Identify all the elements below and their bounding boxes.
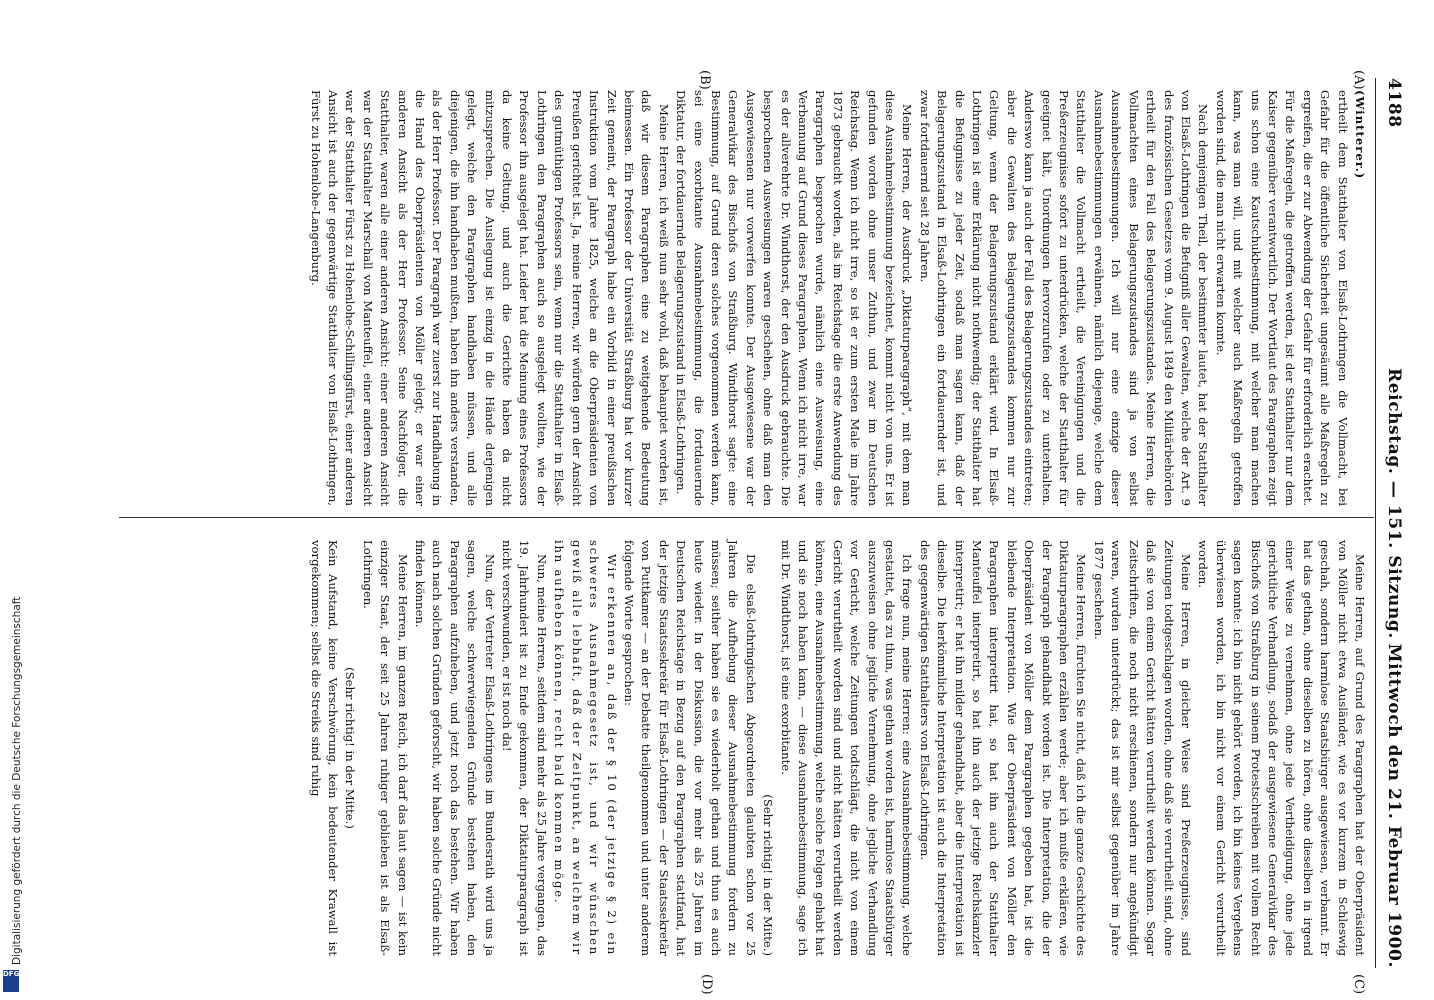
paragraph: Nun, der Vertreter Elsaß-Lothringens im Bundesrath wird uns ja sagen, welche schwerwiegenden Gründe bestehen haben, den Paragraphen aufzuheben, und jetzt noch das bestehen. Wir haben auch nach solchen Gründen geforscht, wir haben solche Gründe nicht finden können.	[413, 540, 497, 956]
column-divider	[119, 517, 1374, 518]
paragraph: Meine Herren, in gleicher Weise sind Preßerzeugnisse, sind Zeitungen todtgeschlagen worden, ohne daß sie verurtheilt sind, ohne daß sie von einem Gericht hätten verurtheilt werden können. Sogar Zeitschriften, die noch nicht erschienen, sondern nur angekündigt waren, wurden unterdrückt; das ist mir selbst gegenüber im Jahre 1877 geschehen.	[1091, 540, 1193, 956]
left-text-column	[306, 90, 1368, 506]
paragraph: Nach demjenigen Theil, der bestimmter lautet, hat der Statthalter von Elsaß-Lothringen die Befugniß aller Gewalten, welche der Art. 9 des französischen Gesetzes vom 9. August 1849 den Militärbehörden ertheilt für den Fall des Belagerungszustandes. Meine Herren, die Vollmachten eines Belagerungszustandes sind ja von selbst Ausnahmebestimmungen. Ich will nur eine einzige dieser Ausnahmebestimmungen erwähnen, nämlich diejenige, welche dem Statthalter die Vollmacht ertheilt, die Vereinigungen und die Preßerzeugnisse sofort zu unterdrücken, welche der Statthalter für geeignet hält, Unordnungen hervorzurufen oder zu unterhalten. Anderswo kann ja auch der Fall des Belagerungszustandes eintreten; aber die Gewalten des Belagerungszustandes kommen nur zur Geltung, wenn der Belagerungszustand erklärt wird. In Elsaß-Lothringen ist eine Erklärung nicht nothwendig; der Statthalter hat die Befugnisse zu jeder Zeit, sodaß man sagen kann, daß der Belagerungszustand in Elsaß-Lothringen ein fortdauernder ist, und zwar fortdauernd seit 28 Jahren.	[917, 90, 1211, 506]
right-text-column	[306, 540, 1368, 956]
paragraph: Meine Herren, fürchten Sie nicht, daß ich die ganze Geschichte des Diktaturparagraphen erzählen werde; aber ich mußte erklären, wie der Paragraph gehandhabt worden ist. Die Interpretation, die der Oberpräsident von Möller dem Paragraphen gegeben hat, ist die bleibende Interpretation. Wie der Oberpräsident von Möller den Paragraphen interpretirt hat, so hat ihn auch der Statthalter Manteuffel interpretirt, so hat ihn auch der jetzige Reichskanzler interpretirt; er hat ihn milder gehandhabt, aber die Interpretation ist dieselbe. Die herkömmliche Interpretation ist auch die Interpretation des gegenwärtigen Statthalters von Elsaß-Lothringen.	[917, 540, 1089, 956]
session-title: Reichstag. — 151. Sitzung.	[1384, 368, 1404, 639]
quotation: Wir erkennen an, daß der § 10 (der jetzige § 2) ein schweres Ausnahmegesetz ist, und wir wünschen gewiß alle lebhaft, daß der Zeitpunkt, an welchem wir ihn aufheben können, recht bald kommen möge.	[552, 540, 619, 956]
interjection: (Sehr richtig! in der Mitte.)	[343, 667, 358, 829]
session-date: Mittwoch den 21. Februar 1900.	[1384, 643, 1404, 968]
page-number: 4188	[1384, 78, 1404, 128]
paragraph: ertheilt dem Statthalter von Elsaß-Lothringen die Vollmacht, bei Gefahr für die öffentliche Sicherheit ungesäumt alle Maßregeln zu ergreifen, die er zur Abwendung der Gefahr für erforderlich erachtet. Für die Maßregeln, die getroffen werden, ist der Statthalter nur dem Kaiser gegenüber verantwortlich. Der Wortlaut des Paragraphen zeigt uns schon eine Kautschukbestimmung, mit welcher man machen kann, was man will, und mit welcher auch Maßregeln getroffen worden sind, die man nicht erwarten konnte.	[1213, 90, 1350, 506]
dfg-logo: DFG	[3, 970, 19, 992]
margin-marker-d: (D)	[699, 974, 714, 995]
margin-marker-b: (B)	[697, 70, 712, 90]
margin-marker-a: (A)	[1351, 70, 1366, 90]
paragraph: Meine Herren, ich weiß nun sehr wohl, daß behauptet worden ist, daß wir diesem Paragraphen eine zu weitgehende Bedeutung beimessen. Ein Professor der Universität Straßburg hat vor kurzer Zeit gemeint, der Paragraph habe ein Vorbild in einer preußischen Instruktion vom Jahre 1825, welche an die Oberpräsidenten von Preußen gerichtet ist. Ja, meine Herren, wir würden gern der Ansicht des gutmüthigen Professors sein, wenn nur die Statthalter in Elsaß-Lothringen den Paragraphen auch so ausgelegt wollten, wie der Professor ihn ausgelegt hat. Leider hat die Meinung eines Professors da keine Geltung, und auch die Gerichte haben da nicht mitzusprechen. Die Auslegung ist einzig in die Hände derjenigen gelegt, welche den Paragraphen handhaben müssen, und alle diejenigen, die ihn handhaben mußten, haben ihn anders verstanden, als der Herr Professor. Der Paragraph war zuerst zur Handhabung in die Hand des Oberpräsidenten von Möller gelegt; er war einer anderen Ansicht als der Herr Professor. Seine Nachfolger, die Statthalter, waren alle einer anderen Ansicht: einer anderen Ansicht war der Statthalter Marschall von Manteuffel, einer anderen Ansicht war der Statthalter Fürst zu Hohenlohe-Schillingsfürst, einer anderen Ansicht ist auch der gegenwärtige Statthalter von Elsaß-Lothringen, Fürst zu Hohenlohe-Langenburg.	[308, 90, 671, 506]
margin-marker-c: (C)	[1351, 974, 1366, 995]
interjection: (Sehr richtig! in der Mitte.)	[761, 794, 776, 956]
paragraph: Meine Herren, der Ausdruck „Diktaturparagraph“, mit dem man diese Ausnahmebestimmung bezeichnet, kommt nicht von uns. Er ist gefunden worden ohne unser Zuthun, und zwar im Deutschen Reichstag. Wenn ich nicht irre, so ist er zum ersten Male im Jahre 1873 gebraucht worden, als im Reichstage die erste Anwendung des Paragraphen besprochen wurde, nämlich eine Ausweisung, eine Verbannung auf Grund dieses Paragraphen. Wenn ich nicht irre, war es der allverehrte Dr. Windthorst, der den Ausdruck gebrauchte. Die besprochenen Ausweisungen waren geschehen, ohne daß man den Ausgewiesenen nur vorwerfen konnte. Der Ausgewiesene war der Generalvikar des Bischofs von Straßburg. Windthorst sagte: eine Bestimmung, auf Grund deren solches vorgenommen werden kann, sei eine exorbitante Ausnahmebestimmung, die fortdauernde Diktatur, der fortdauernde Belagerungszustand in Elsaß-Lothringen.	[674, 90, 915, 506]
paragraph: Nun, meine Herren, seitdem sind mehr als 25 Jahre vergangen, das 19. Jahrhundert ist zu Ende gekommen, der Diktaturparagraph ist nicht verschwunden, er ist noch da!	[500, 540, 549, 956]
header-rule	[1375, 78, 1376, 968]
page-header	[1382, 78, 1404, 968]
paragraph: Meine Herren, auf Grund des Paragraphen hat der Oberpräsident von Möller nicht etwa Ausländer, wie es vor kurzem in Schleswig geschah, sondern harmlose Staatsbürger ausgewiesen, verbannt. Er hat das gethan, ohne dieselben zu hören, ohne dieselben in irgend einer Weise zu vernehmen, ohne jede Vertheidigung, ohne jede gerichtliche Verhandlung, sodaß der ausgewiesene Generalvikar des Bischofs von Straßburg in seinem Protestschreiben mit vollem Recht sagen konnte: ich bin nicht gehört worden, ich bin keines Vergehens überwiesen worden, ich bin nicht vor einem Gericht verurtheilt worden.	[1196, 540, 1367, 956]
paragraph: Meine Herren, im ganzen Reich, ich darf das laut sagen — ist kein einziger Staat, der seit 25 Jahren ruhiger geblieben ist als Elsaß-Lothringen.	[360, 540, 410, 956]
credit-text: Digitalisierung gefördert durch die Deutsche Forschungsgemeinschaft	[11, 596, 23, 965]
paragraph: Ich frage nun, meine Herren: eine Ausnahmebestimmung, welche gestattet, das zu thun, was gethan worden ist, harmlose Staatsbürger auszuweisen ohne jegliche Vernehmung, ohne jegliche Verhandlung vor Gericht, welche Zeitungen todtschlägt, die nicht von einem Gericht verurtheilt worden sind und nicht hätten verurtheilt werden können, eine Ausnahmebestimmung, welche solche Folgen gehabt hat und sie noch haben kann, — diese Ausnahmebestimmung, sage ich mit Dr. Windthorst, ist eine exorbitante.	[778, 540, 915, 956]
paragraph: Die elsaß-lothringischen Abgeordneten glaubten schon vor 25 Jahren die Aufhebung dieser Ausnahmebestimmung fordern zu müssen; seither haben sie es wiederholt gethan und thun es auch heute wieder. In der Diskussion, die vor mehr als 25 Jahren im Deutschen Reichstage in Bezug auf den Paragraphen stattfand, hat der jetzige Staatssekretär für Elsaß-Lothringen — der Staatssekretär von Puttkamer — an der Debatte theilgenommen und unter anderem folgende Worte gesprochen:	[621, 540, 758, 956]
digitization-credit	[0, 0, 22, 1000]
speaker-name: (Wintterer.)	[1353, 90, 1367, 180]
paragraph: Kein Aufstand, keine Verschwörung, kein bedeutender Krawall ist vorgekommen; selbst die Streiks sind ruhig	[308, 540, 341, 956]
